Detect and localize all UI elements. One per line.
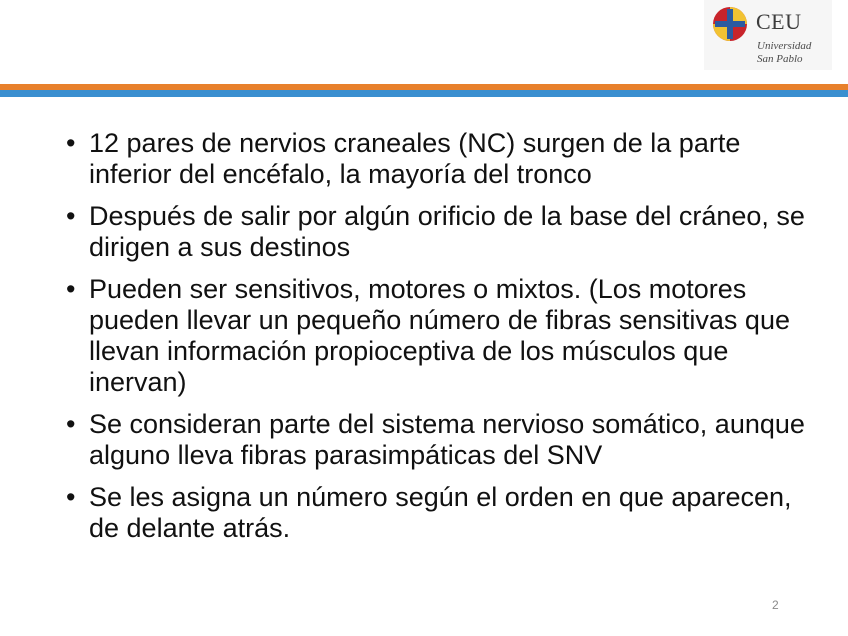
logo-subtitle-line2: San Pablo (757, 53, 803, 65)
header-band-blue (0, 90, 848, 97)
bullet-text-5: Se les asigna un número según el orden en que aparecen, de delante atrás. (89, 482, 792, 543)
bullet-item-5 (66, 482, 826, 544)
bullet-text-2: Después de salir por algún orificio de la base del cráneo, se dirigen a sus destinos (89, 201, 805, 262)
ceu-logo (704, 0, 832, 70)
bullet-item-4 (66, 409, 826, 471)
ceu-emblem-icon (712, 6, 748, 42)
bullet-text-3: Pueden ser sensitivos, motores o mixtos. (Los motores pueden llevar un pequeño número de fibras sensitivas que llevan información propioceptiva de los músculos que inervan) (89, 274, 790, 397)
bullet-item-1 (66, 128, 826, 190)
bullet-text-4: Se consideran parte del sistema nervioso somático, aunque alguno lleva fibras parasimpáticas del SNV (89, 409, 805, 470)
logo-subtitle (757, 40, 811, 66)
bullet-dot-icon: • (66, 201, 76, 231)
bullet-dot-icon: • (66, 128, 76, 158)
bullet-item-2 (66, 201, 826, 263)
bullet-item-3 (66, 274, 826, 398)
bullet-dot-icon: • (66, 482, 76, 512)
bullet-text-1: 12 pares de nervios craneales (NC) surgen de la parte inferior del encéfalo, la mayoría del tronco (89, 128, 741, 189)
bullet-dot-icon: • (66, 274, 76, 304)
logo-subtitle-line1: Universidad (757, 40, 812, 52)
page-number: 2 (772, 598, 779, 612)
bullet-list (66, 128, 826, 555)
bullet-dot-icon: • (66, 409, 76, 439)
logo-wordmark: CEU (756, 9, 802, 34)
